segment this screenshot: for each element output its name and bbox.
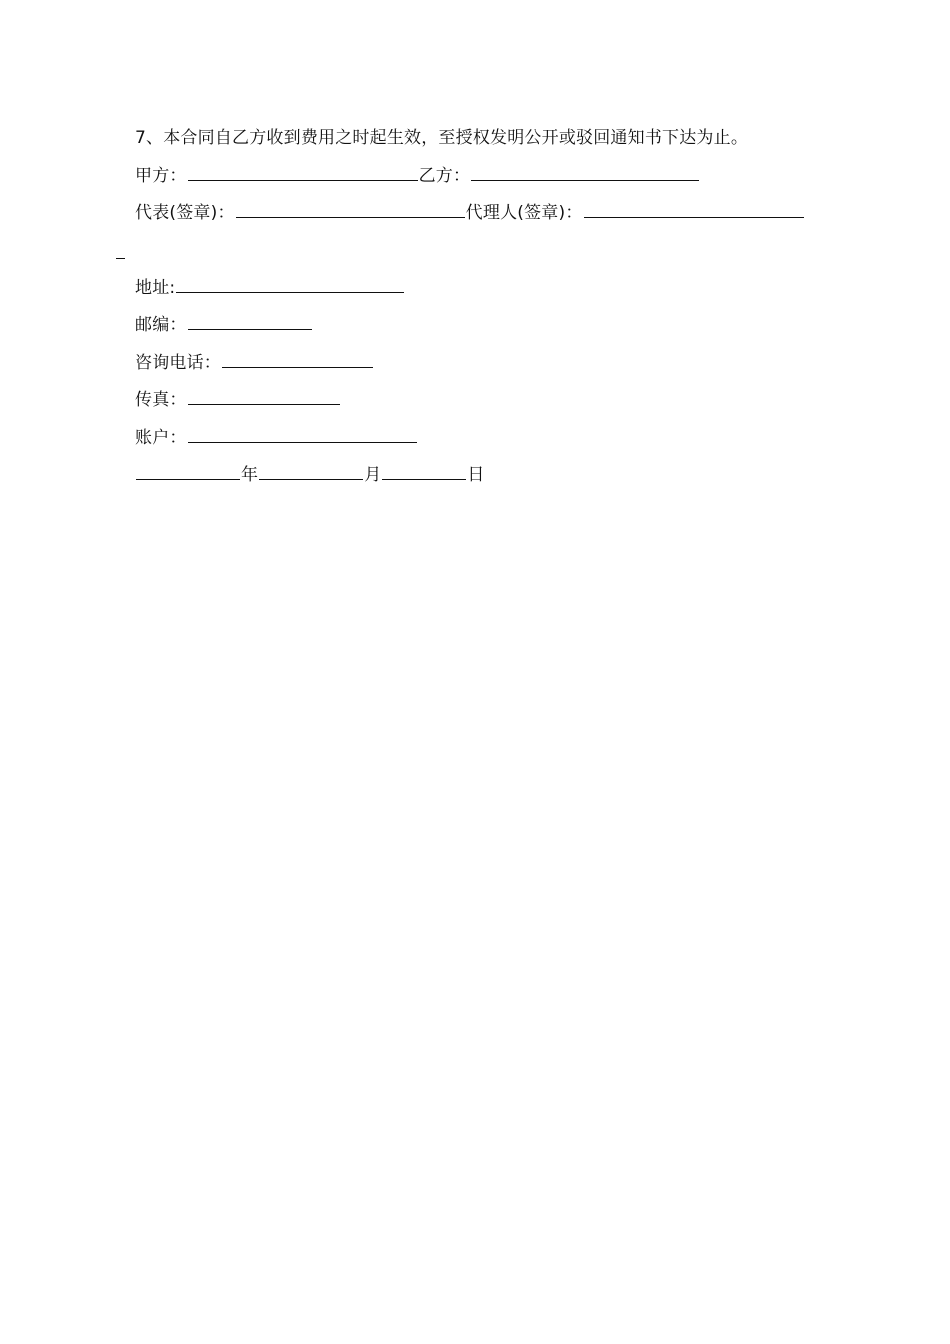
address-label: 地址: — [135, 278, 176, 298]
agent-label: 代理人(签章)： — [465, 203, 583, 223]
party-line — [135, 164, 700, 187]
representative-line — [135, 201, 805, 224]
account-blank[interactable] — [188, 426, 417, 443]
agent-blank[interactable] — [584, 201, 804, 218]
fax-label: 传真： — [135, 390, 187, 410]
address-blank[interactable] — [176, 276, 404, 293]
representative-blank[interactable] — [236, 201, 465, 218]
phone-label: 咨询电话： — [135, 353, 221, 373]
representative-label: 代表(签章)： — [135, 203, 235, 223]
fax-blank[interactable] — [188, 388, 340, 405]
fax-line — [135, 388, 341, 411]
phone-blank[interactable] — [222, 351, 373, 368]
party-a-blank[interactable] — [188, 164, 418, 181]
clause-7 — [135, 127, 748, 149]
address-line — [135, 276, 405, 299]
month-blank[interactable] — [259, 463, 363, 480]
phone-line — [135, 351, 374, 374]
clause-7-text: 7、本合同自乙方收到费用之时起生效，至授权发明公开或驳回通知书下达为止。 — [135, 128, 749, 148]
party-a-label: 甲方： — [135, 166, 187, 186]
postcode-label: 邮编： — [135, 315, 187, 335]
day-label: 日 — [467, 465, 485, 485]
day-blank[interactable] — [382, 463, 466, 480]
account-line — [135, 426, 418, 449]
wrapped-underline-fragment — [116, 258, 125, 259]
date-line — [135, 463, 485, 486]
postcode-blank[interactable] — [188, 313, 312, 330]
postcode-line — [135, 313, 313, 336]
year-label: 年 — [241, 465, 259, 485]
account-label: 账户： — [135, 428, 187, 448]
year-blank[interactable] — [136, 463, 240, 480]
party-b-label: 乙方： — [418, 166, 471, 186]
month-label: 月 — [364, 465, 382, 485]
party-b-blank[interactable] — [471, 164, 699, 181]
